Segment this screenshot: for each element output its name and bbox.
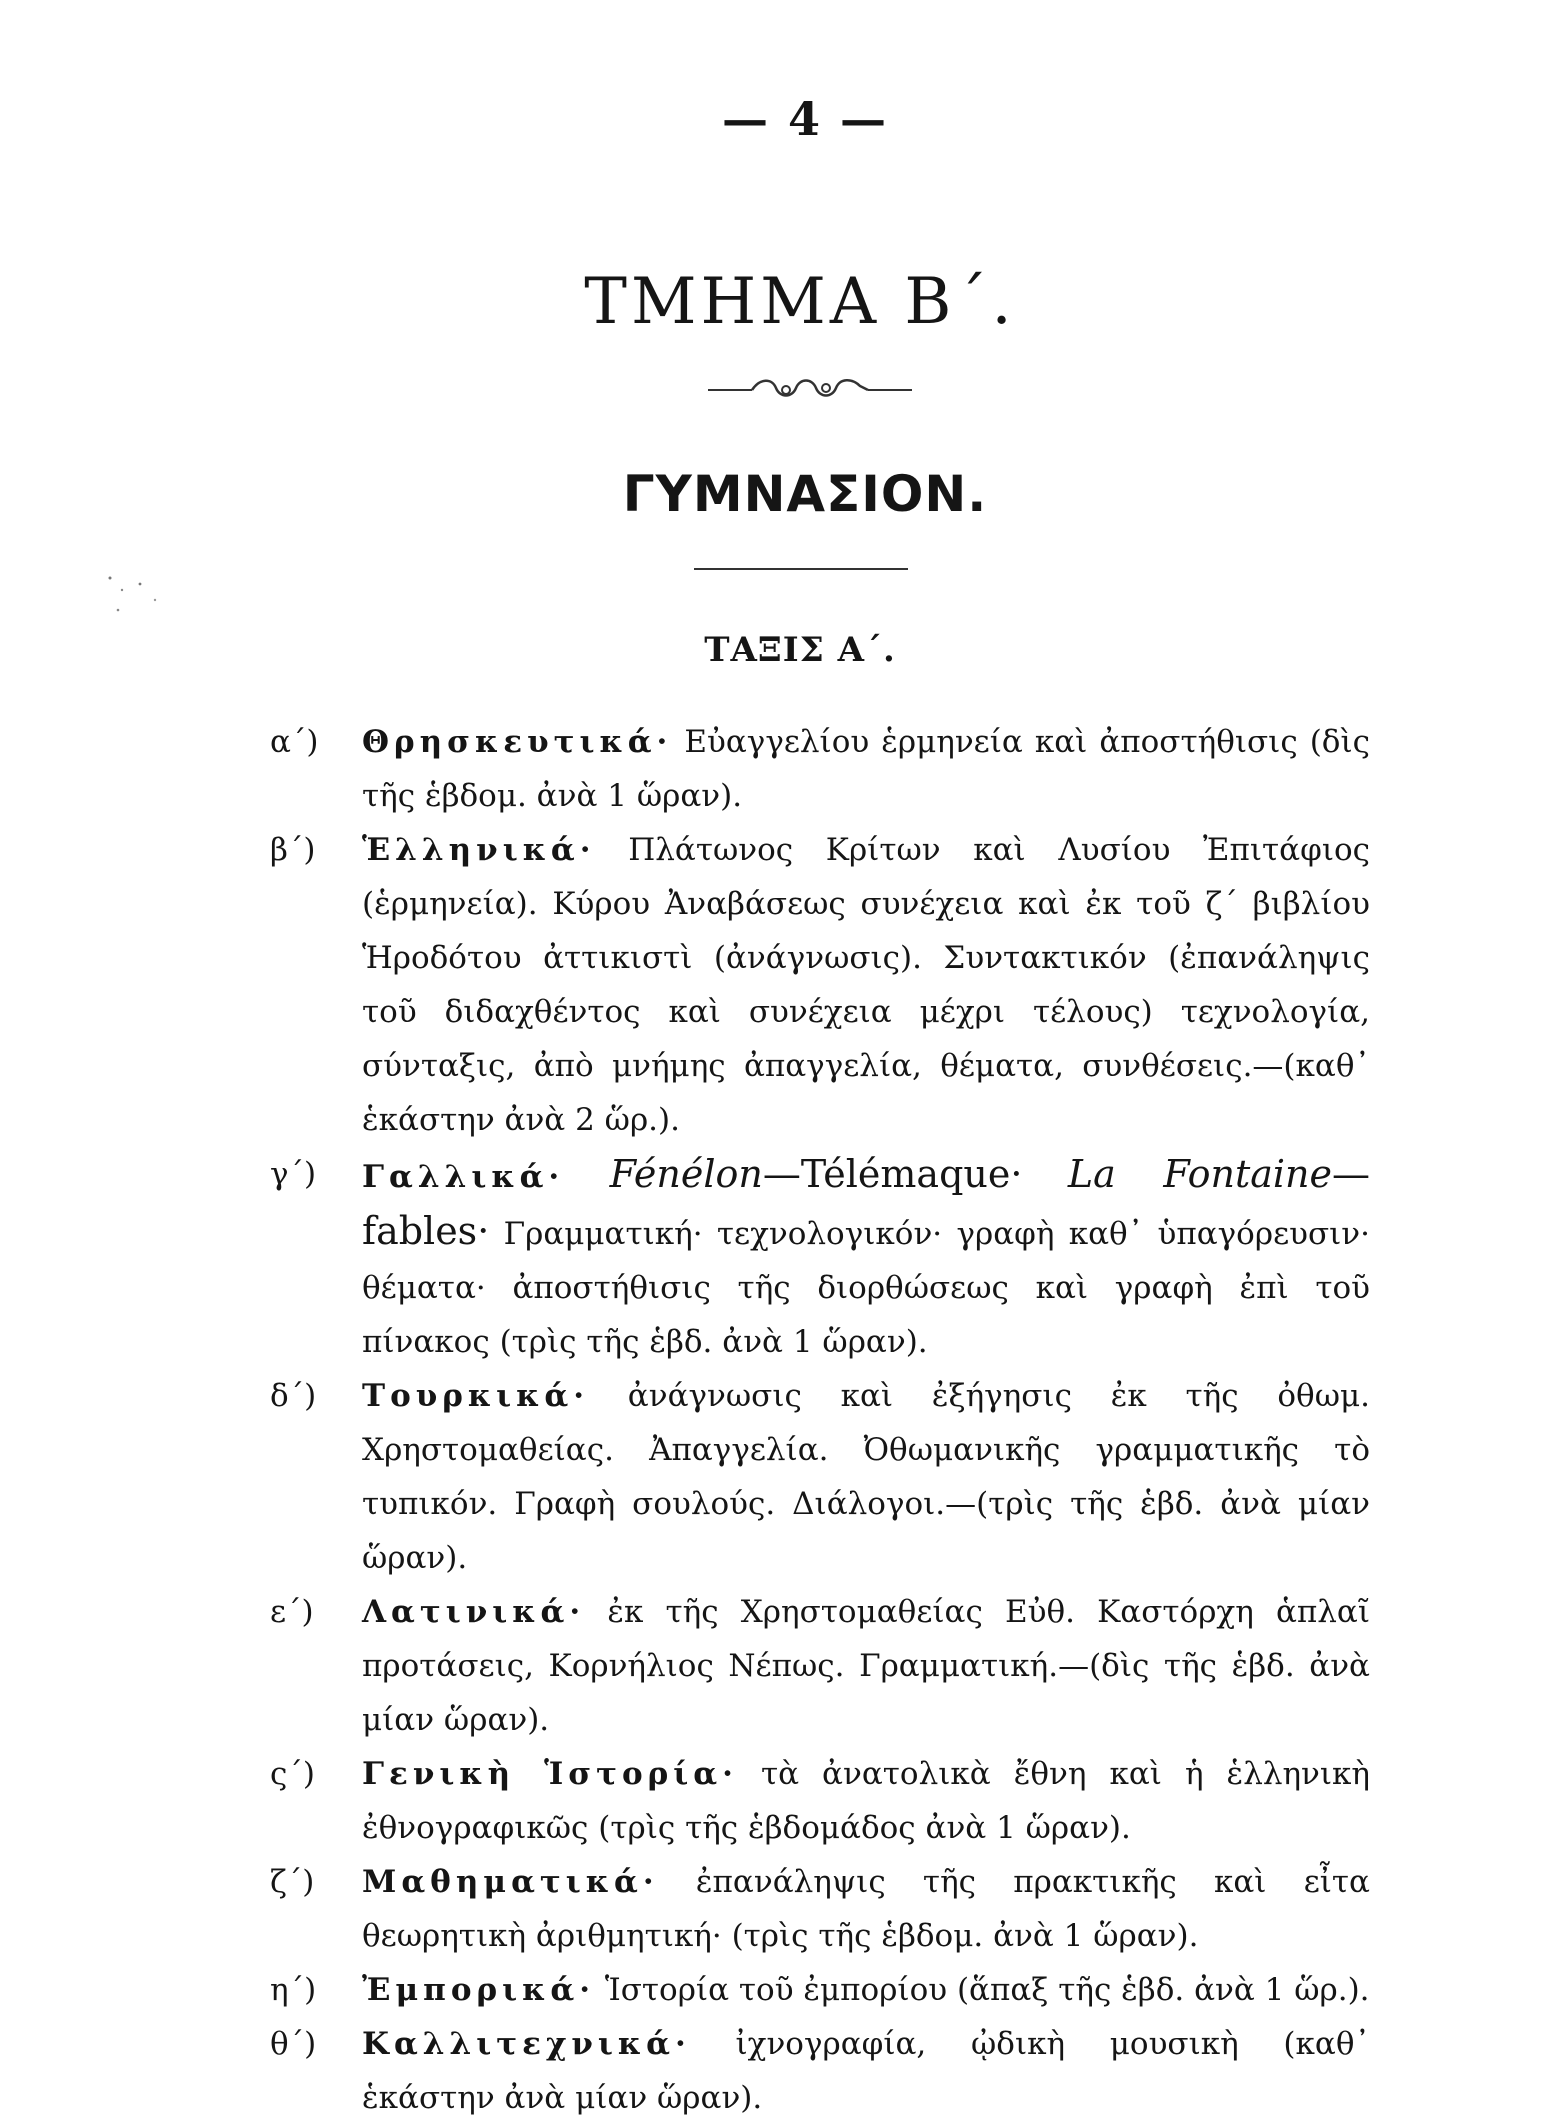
gymnasium-title: ΓΥΜΝΑΣΙΟΝ. bbox=[622, 465, 988, 523]
subject-name: Γαλλικά· bbox=[362, 1159, 565, 1195]
subject-item-mathematics bbox=[270, 1855, 1370, 1963]
item-marker: θ΄) bbox=[270, 2026, 317, 2062]
page-number: — 4 — bbox=[721, 92, 889, 146]
ornament-divider bbox=[700, 368, 920, 408]
item-marker: β΄) bbox=[270, 832, 316, 868]
subject-item-latin bbox=[270, 1585, 1370, 1747]
subject-item-arts bbox=[270, 2017, 1370, 2125]
work-fables: —fables· bbox=[362, 1152, 1370, 1253]
item-marker: ς΄) bbox=[270, 1756, 315, 1792]
item-marker: γ΄) bbox=[270, 1156, 317, 1192]
subject-name: Καλλιτεχνικά· bbox=[362, 2026, 691, 2062]
subject-description: Πλάτωνος Κρίτων καὶ Λυσίου Ἐπιτάφιος (ἑρμηνεία). Κύρου Ἀναβάσεως συνέχεια καὶ ἐκ τοῦ ζ΄ βιβλίου Ἡροδότου ἀττικιστὶ (ἀνάγνωσις). Συντακτικόν (ἐπανάληψις τοῦ διδαχθέντος καὶ συνέχεια μέχρι τέλους) τεχνολογία, σύνταξις, ἀπὸ μνήμης ἀπαγγελία, θέματα, συνθέσεις.—(καθ᾽ ἑκάστην ἀνὰ 2 ὥρ.). bbox=[362, 832, 1371, 1138]
subject-item-commerce bbox=[270, 1963, 1370, 2017]
subject-name: Λατινικά· bbox=[362, 1594, 586, 1630]
subject-description: ἰχνογραφία, ᾠδικὴ μουσικὴ (καθ᾽ ἑκάστην ἀνὰ μίαν ὥραν). bbox=[362, 2026, 1370, 2116]
subjects-list bbox=[270, 715, 1370, 2125]
subject-name: Ἐμπορικά· bbox=[362, 1972, 595, 2008]
subject-description: Εὐαγγελίου ἑρμηνεία καὶ ἀποστήθισις (δὶς τῆς ἑβδομ. ἀνὰ 1 ὥραν). bbox=[362, 724, 1370, 814]
item-marker: η΄) bbox=[270, 1972, 317, 2008]
subject-item-history bbox=[270, 1747, 1370, 1855]
author-fenelon: Fénélon bbox=[609, 1152, 763, 1196]
subject-name: Ἑλληνικά· bbox=[362, 832, 596, 868]
item-marker: ε΄) bbox=[270, 1594, 314, 1630]
class-title: ΤΑΞΙΣ Α΄. bbox=[704, 630, 896, 670]
subject-description: Ἱστορία τοῦ ἐμπορίου (ἅπαξ τῆς ἑβδ. ἀνὰ 1 ὥρ.). bbox=[604, 1972, 1370, 2008]
subject-item-turkish bbox=[270, 1369, 1370, 1585]
margin-specks bbox=[100, 570, 170, 630]
subject-description: Γραμματική· τεχνολογικόν· γραφὴ καθ᾽ ὑπαγόρευσιν· θέματα· ἀποστήθισις τῆς διορθώσεως καὶ γραφὴ ἐπὶ τοῦ πίνακος (τρὶς τῆς ἑβδ. ἀνὰ 1 ὥραν). bbox=[362, 1216, 1370, 1360]
subject-name: Τουρκικά· bbox=[362, 1378, 589, 1414]
subject-description: ἐπανάληψις τῆς πρακτικῆς καὶ εἶτα θεωρητικὴ ἀριθμητική· (τρὶς τῆς ἑβδομ. ἀνὰ 1 ὥραν). bbox=[362, 1864, 1370, 1954]
subject-name: Μαθηματικά· bbox=[362, 1864, 659, 1900]
subject-description: ἀνάγνωσις καὶ ἐξήγησις ἐκ τῆς ὀθωμ. Χρηστομαθείας. Ἀπαγγελία. Ὀθωμανικῆς γραμματικῆς τὸ τυπικόν. Γραφὴ σουλούς. Διάλογοι.—(τρὶς τῆς ἑβδ. ἀνὰ μίαν ὥραν). bbox=[362, 1378, 1370, 1576]
item-marker: δ΄) bbox=[270, 1378, 317, 1414]
item-marker: α΄) bbox=[270, 724, 319, 760]
subject-name: Θρησκευτικά· bbox=[362, 724, 673, 760]
subject-item-religion bbox=[270, 715, 1370, 823]
subject-name: Γενικὴ Ἱστορία· bbox=[362, 1756, 738, 1792]
divider-rule bbox=[694, 568, 908, 570]
subject-item-french bbox=[270, 1147, 1370, 1369]
section-title: ΤΜΗΜΑ Β΄. bbox=[584, 265, 1016, 339]
subject-description: τὰ ἀνατολικὰ ἔθνη καὶ ἡ ἑλληνικὴ ἐθνογραφικῶς (τρὶς τῆς ἑβδομάδος ἀνὰ 1 ὥραν). bbox=[362, 1756, 1371, 1846]
author-la-fontaine: La Fontaine bbox=[1067, 1152, 1332, 1196]
subject-item-greek bbox=[270, 823, 1370, 1147]
subject-description: ἐκ τῆς Χρηστομαθείας Εὐθ. Καστόρχη ἁπλαῖ προτάσεις, Κορνήλιος Νέπως. Γραμματική.—(δὶς τῆς ἑβδ. ἀνὰ μίαν ὥραν). bbox=[362, 1594, 1370, 1738]
work-telemaque: —Télémaque· bbox=[762, 1152, 1023, 1196]
item-marker: ζ΄) bbox=[270, 1864, 315, 1900]
